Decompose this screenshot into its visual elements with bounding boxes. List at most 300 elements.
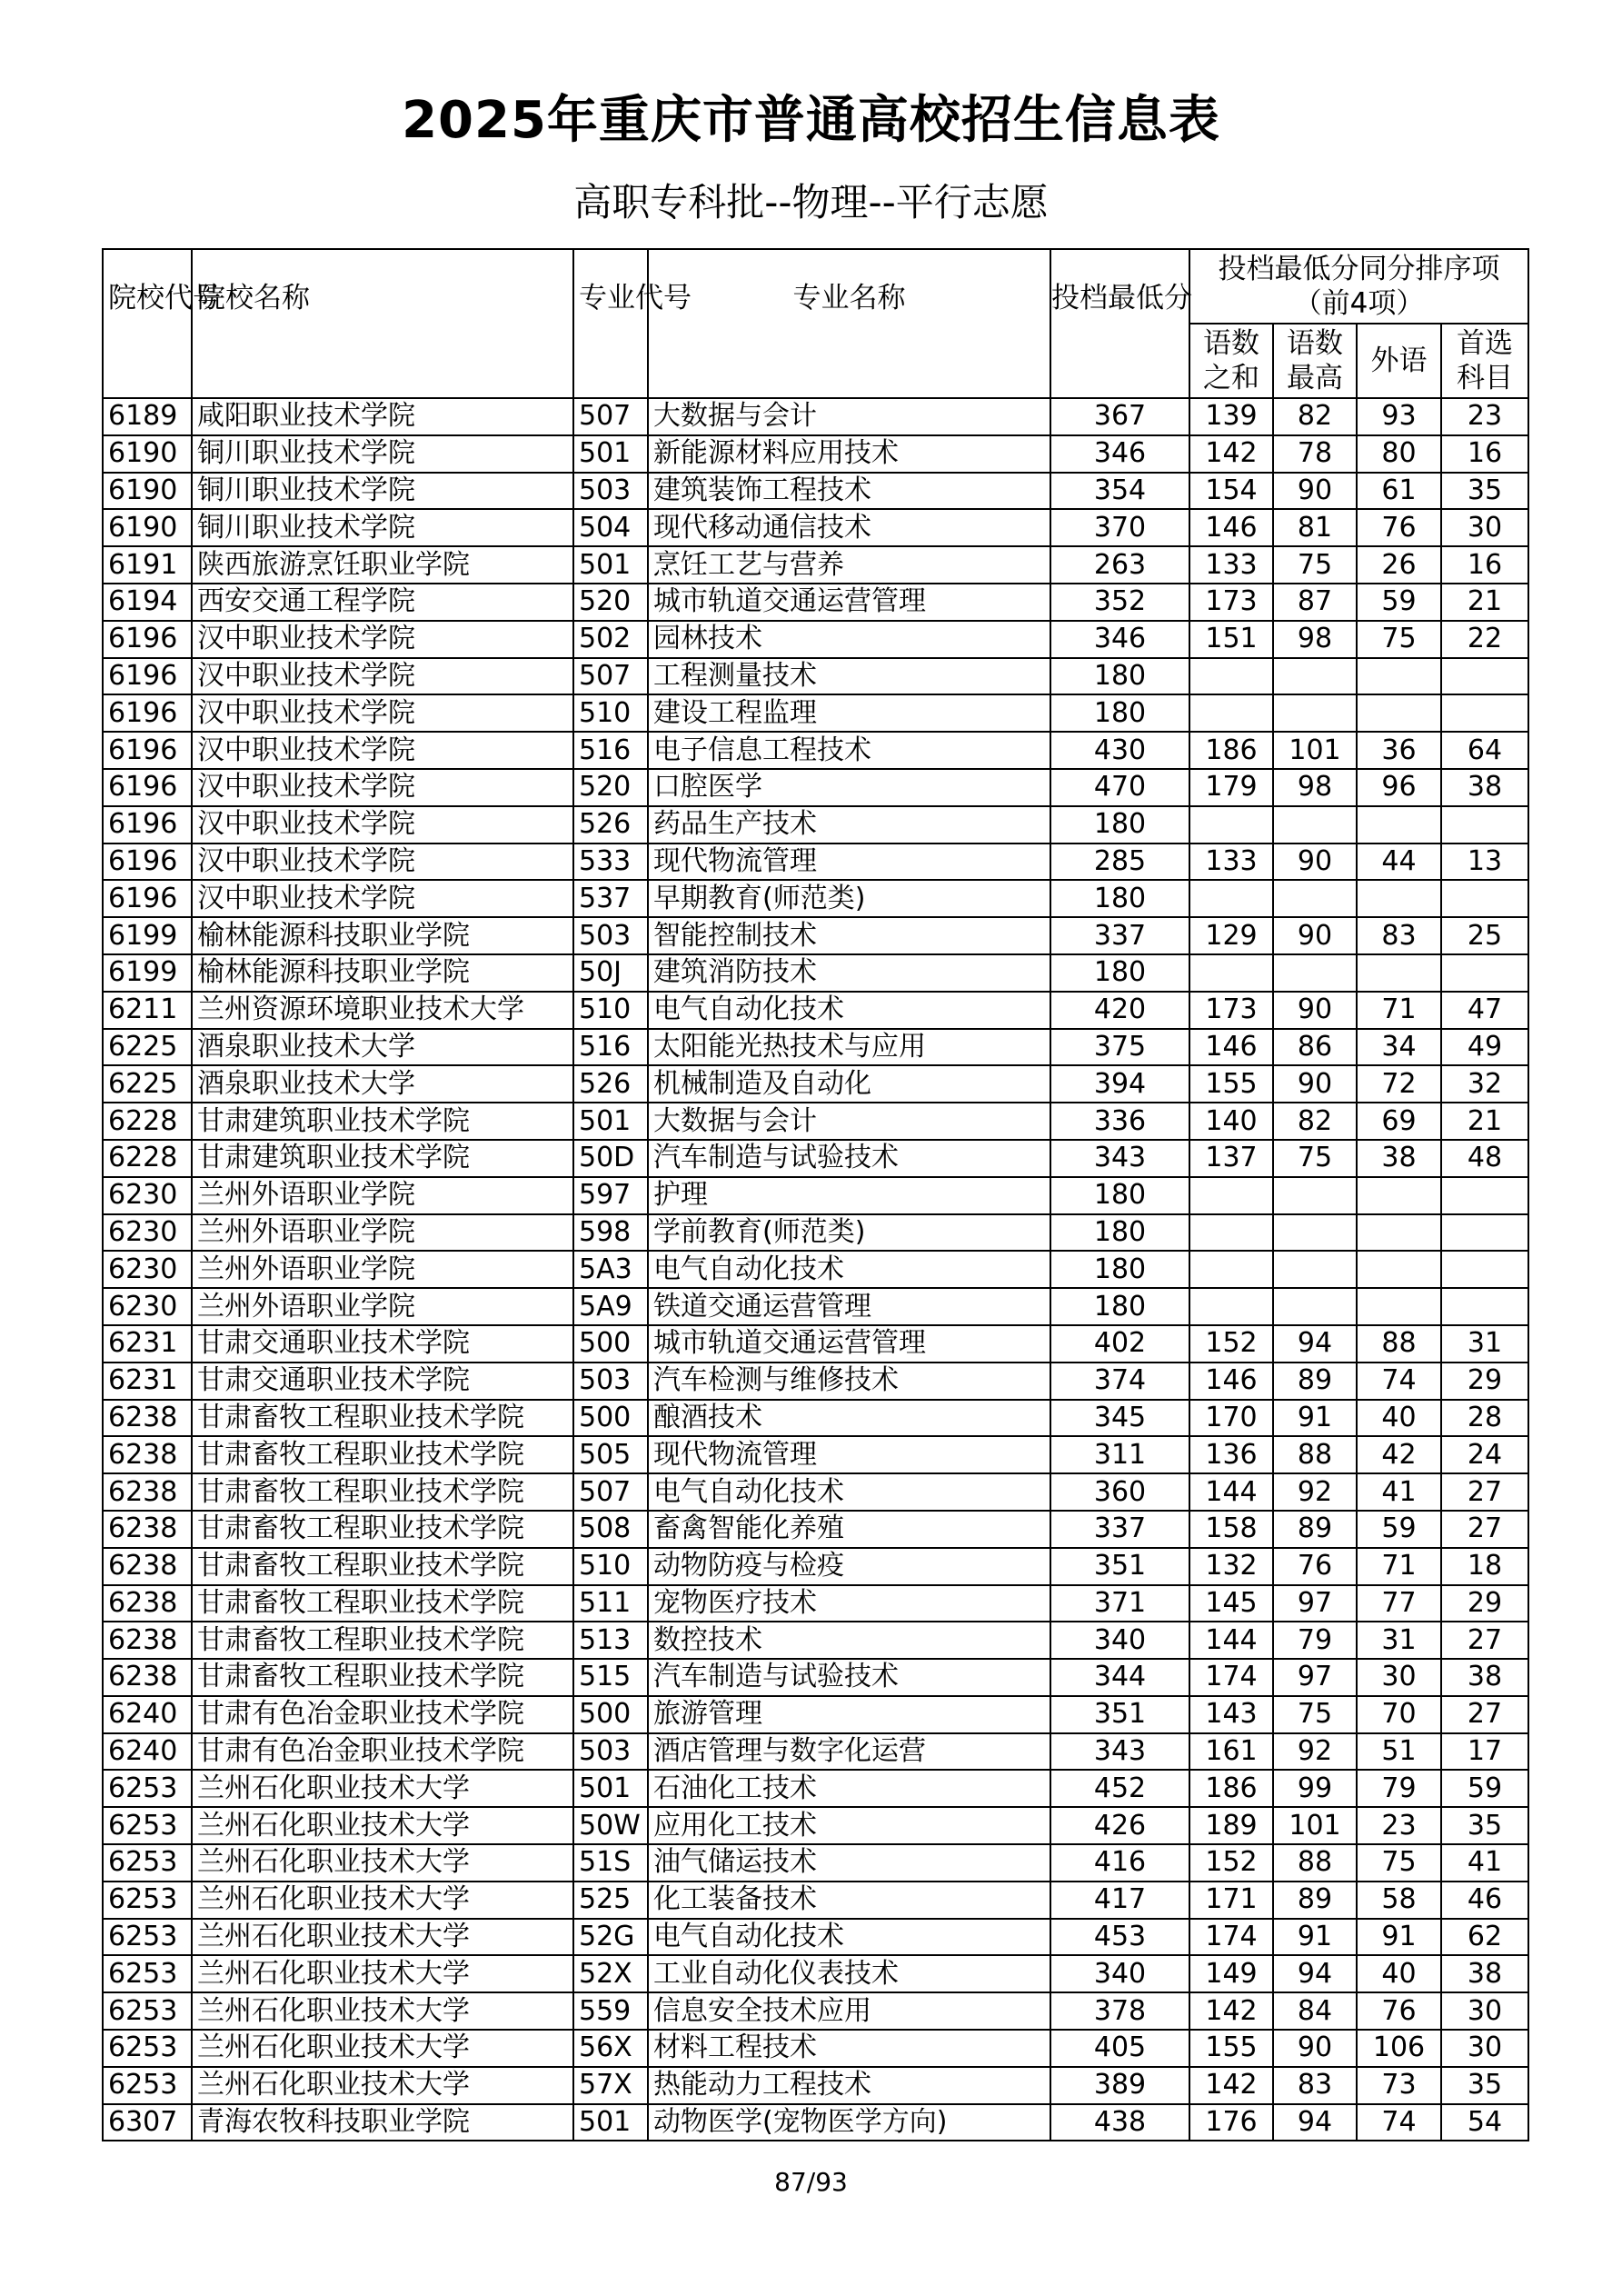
cell-tiebreak-3: 83	[1357, 917, 1441, 954]
header-school-name: 院校名称	[192, 249, 573, 398]
table-row	[103, 1140, 1528, 1177]
cell-major-name: 大数据与会计	[648, 1103, 1050, 1140]
cell-tiebreak-4: 16	[1441, 435, 1528, 473]
cell-tiebreak-2: 90	[1273, 917, 1357, 954]
table-body	[103, 398, 1528, 2141]
cell-school-name: 甘肃畜牧工程职业技术学院	[192, 1511, 573, 1548]
cell-min-score: 180	[1050, 1288, 1189, 1325]
cell-major-code: 501	[573, 435, 648, 473]
cell-school-code: 6194	[103, 584, 192, 621]
cell-tiebreak-1: 146	[1189, 1029, 1273, 1066]
cell-school-name: 甘肃有色冶金职业技术学院	[192, 1696, 573, 1733]
cell-tiebreak-2: 87	[1273, 584, 1357, 621]
cell-tiebreak-1: 146	[1189, 1363, 1273, 1400]
cell-major-code: 50D	[573, 1140, 648, 1177]
cell-school-code: 6228	[103, 1103, 192, 1140]
cell-tiebreak-1: 152	[1189, 1844, 1273, 1882]
cell-tiebreak-4: 30	[1441, 509, 1528, 546]
table-row	[103, 1363, 1528, 1400]
cell-school-code: 6238	[103, 1473, 192, 1511]
cell-school-code: 6196	[103, 658, 192, 695]
cell-tiebreak-2: 90	[1273, 844, 1357, 881]
table-row	[103, 584, 1528, 621]
cell-min-score: 371	[1050, 1585, 1189, 1622]
cell-major-name: 汽车制造与试验技术	[648, 1140, 1050, 1177]
cell-major-name: 信息安全技术应用	[648, 1992, 1050, 2030]
cell-tiebreak-2: 91	[1273, 1400, 1357, 1437]
cell-school-name: 甘肃建筑职业技术学院	[192, 1140, 573, 1177]
cell-tiebreak-1: 146	[1189, 509, 1273, 546]
cell-tiebreak-1	[1189, 1251, 1273, 1288]
table-row	[103, 1585, 1528, 1622]
cell-tiebreak-2	[1273, 880, 1357, 917]
cell-school-name: 甘肃建筑职业技术学院	[192, 1103, 573, 1140]
cell-tiebreak-4: 30	[1441, 1992, 1528, 2030]
cell-school-name: 汉中职业技术学院	[192, 694, 573, 732]
cell-tiebreak-3: 38	[1357, 1140, 1441, 1177]
cell-major-name: 动物防疫与检疫	[648, 1548, 1050, 1585]
cell-school-code: 6240	[103, 1696, 192, 1733]
cell-tiebreak-2	[1273, 1214, 1357, 1252]
cell-tiebreak-1: 149	[1189, 1955, 1273, 1992]
cell-tiebreak-4: 41	[1441, 1844, 1528, 1882]
cell-tiebreak-1: 142	[1189, 435, 1273, 473]
cell-major-code: 500	[573, 1325, 648, 1363]
cell-major-code: 510	[573, 694, 648, 732]
cell-tiebreak-1	[1189, 880, 1273, 917]
cell-tiebreak-1	[1189, 1214, 1273, 1252]
table-row	[103, 1065, 1528, 1103]
cell-school-name: 铜川职业技术学院	[192, 473, 573, 510]
cell-school-name: 汉中职业技术学院	[192, 880, 573, 917]
cell-tiebreak-2	[1273, 954, 1357, 992]
table-row	[103, 1992, 1528, 2030]
cell-major-code: 50W	[573, 1807, 648, 1844]
table-row	[103, 954, 1528, 992]
cell-school-code: 6189	[103, 398, 192, 435]
cell-min-score: 340	[1050, 1955, 1189, 1992]
cell-tiebreak-4: 27	[1441, 1511, 1528, 1548]
cell-tiebreak-3: 69	[1357, 1103, 1441, 1140]
cell-major-code: 520	[573, 584, 648, 621]
cell-min-score: 346	[1050, 435, 1189, 473]
cell-tiebreak-4: 24	[1441, 1436, 1528, 1473]
cell-major-code: 57X	[573, 2067, 648, 2104]
cell-tiebreak-1: 132	[1189, 1548, 1273, 1585]
header-min-score: 投档最低分	[1050, 249, 1189, 398]
cell-tiebreak-3	[1357, 1251, 1441, 1288]
cell-tiebreak-4: 38	[1441, 769, 1528, 806]
cell-major-code: 504	[573, 509, 648, 546]
cell-min-score: 453	[1050, 1919, 1189, 1956]
cell-major-name: 园林技术	[648, 621, 1050, 658]
cell-tiebreak-4: 48	[1441, 1140, 1528, 1177]
cell-min-score: 452	[1050, 1770, 1189, 1807]
cell-tiebreak-4	[1441, 1214, 1528, 1252]
cell-major-code: 503	[573, 1363, 648, 1400]
cell-min-score: 337	[1050, 917, 1189, 954]
header-major-code: 专业代号	[573, 249, 648, 398]
cell-school-code: 6230	[103, 1214, 192, 1252]
cell-tiebreak-4: 29	[1441, 1363, 1528, 1400]
cell-tiebreak-3: 34	[1357, 1029, 1441, 1066]
cell-tiebreak-1: 186	[1189, 732, 1273, 769]
cell-min-score: 405	[1050, 2030, 1189, 2067]
cell-tiebreak-3: 79	[1357, 1770, 1441, 1807]
cell-tiebreak-4	[1441, 1251, 1528, 1288]
table-row	[103, 1770, 1528, 1807]
cell-tiebreak-2: 92	[1273, 1733, 1357, 1771]
cell-tiebreak-4	[1441, 1288, 1528, 1325]
table-row	[103, 1548, 1528, 1585]
cell-min-score: 374	[1050, 1363, 1189, 1400]
table-row	[103, 1103, 1528, 1140]
cell-school-name: 甘肃交通职业技术学院	[192, 1325, 573, 1363]
cell-major-code: 597	[573, 1177, 648, 1214]
cell-school-name: 汉中职业技术学院	[192, 806, 573, 844]
cell-school-name: 青海农牧科技职业学院	[192, 2104, 573, 2141]
cell-tiebreak-4: 35	[1441, 1807, 1528, 1844]
cell-tiebreak-1: 142	[1189, 1992, 1273, 2030]
table-row	[103, 398, 1528, 435]
cell-min-score: 311	[1050, 1436, 1189, 1473]
table-row	[103, 1882, 1528, 1919]
cell-major-name: 护理	[648, 1177, 1050, 1214]
table-row	[103, 473, 1528, 510]
cell-tiebreak-1: 151	[1189, 621, 1273, 658]
cell-major-code: 507	[573, 398, 648, 435]
header-tiebreak-3: 外语	[1357, 324, 1441, 398]
table-row	[103, 769, 1528, 806]
cell-major-code: 513	[573, 1622, 648, 1659]
cell-tiebreak-4: 29	[1441, 1585, 1528, 1622]
cell-major-code: 501	[573, 1770, 648, 1807]
cell-school-code: 6190	[103, 473, 192, 510]
cell-tiebreak-2: 98	[1273, 621, 1357, 658]
cell-tiebreak-4: 62	[1441, 1919, 1528, 1956]
cell-tiebreak-3: 75	[1357, 621, 1441, 658]
cell-school-code: 6240	[103, 1733, 192, 1771]
cell-major-code: 502	[573, 621, 648, 658]
cell-school-code: 6238	[103, 1400, 192, 1437]
cell-tiebreak-4	[1441, 806, 1528, 844]
cell-school-code: 6225	[103, 1065, 192, 1103]
cell-tiebreak-3: 51	[1357, 1733, 1441, 1771]
cell-tiebreak-4	[1441, 880, 1528, 917]
cell-min-score: 345	[1050, 1400, 1189, 1437]
cell-school-name: 兰州资源环境职业技术大学	[192, 992, 573, 1029]
table-row	[103, 1955, 1528, 1992]
cell-tiebreak-4: 59	[1441, 1770, 1528, 1807]
cell-tiebreak-2: 78	[1273, 435, 1357, 473]
cell-min-score: 336	[1050, 1103, 1189, 1140]
cell-school-code: 6211	[103, 992, 192, 1029]
cell-tiebreak-2: 84	[1273, 1992, 1357, 2030]
cell-min-score: 337	[1050, 1511, 1189, 1548]
cell-major-name: 电气自动化技术	[648, 1473, 1050, 1511]
cell-school-name: 汉中职业技术学院	[192, 769, 573, 806]
cell-school-name: 甘肃畜牧工程职业技术学院	[192, 1436, 573, 1473]
cell-tiebreak-2: 98	[1273, 769, 1357, 806]
cell-school-name: 兰州外语职业学院	[192, 1288, 573, 1325]
table-row	[103, 1844, 1528, 1882]
header-tiebreak-group: 投档最低分同分排序项（前4项）	[1189, 249, 1528, 324]
cell-tiebreak-2: 90	[1273, 473, 1357, 510]
cell-major-code: 503	[573, 917, 648, 954]
cell-tiebreak-3: 76	[1357, 1992, 1441, 2030]
cell-major-code: 5A3	[573, 1251, 648, 1288]
cell-major-code: 520	[573, 769, 648, 806]
cell-school-name: 汉中职业技术学院	[192, 844, 573, 881]
cell-tiebreak-3: 96	[1357, 769, 1441, 806]
cell-tiebreak-4: 49	[1441, 1029, 1528, 1066]
cell-major-name: 电气自动化技术	[648, 1919, 1050, 1956]
cell-school-name: 甘肃有色冶金职业技术学院	[192, 1733, 573, 1771]
cell-major-name: 太阳能光热技术与应用	[648, 1029, 1050, 1066]
cell-tiebreak-1: 186	[1189, 1770, 1273, 1807]
cell-tiebreak-3: 42	[1357, 1436, 1441, 1473]
cell-school-code: 6196	[103, 844, 192, 881]
cell-tiebreak-1: 136	[1189, 1436, 1273, 1473]
cell-tiebreak-3: 31	[1357, 1622, 1441, 1659]
table-row	[103, 806, 1528, 844]
cell-min-score: 416	[1050, 1844, 1189, 1882]
cell-min-score: 180	[1050, 954, 1189, 992]
cell-school-code: 6190	[103, 435, 192, 473]
table-row	[103, 844, 1528, 881]
cell-tiebreak-1	[1189, 954, 1273, 992]
header-school-code: 院校代号	[103, 249, 192, 398]
cell-tiebreak-4: 32	[1441, 1065, 1528, 1103]
cell-tiebreak-4: 23	[1441, 398, 1528, 435]
cell-min-score: 426	[1050, 1807, 1189, 1844]
cell-major-code: 501	[573, 1103, 648, 1140]
cell-tiebreak-3: 75	[1357, 1844, 1441, 1882]
cell-major-name: 新能源材料应用技术	[648, 435, 1050, 473]
cell-tiebreak-1: 179	[1189, 769, 1273, 806]
cell-school-code: 6238	[103, 1548, 192, 1585]
cell-major-name: 石油化工技术	[648, 1770, 1050, 1807]
cell-school-code: 6230	[103, 1288, 192, 1325]
cell-tiebreak-3: 106	[1357, 2030, 1441, 2067]
cell-school-name: 甘肃畜牧工程职业技术学院	[192, 1548, 573, 1585]
cell-tiebreak-4: 18	[1441, 1548, 1528, 1585]
cell-tiebreak-3: 72	[1357, 1065, 1441, 1103]
table-row	[103, 2067, 1528, 2104]
cell-major-name: 汽车制造与试验技术	[648, 1659, 1050, 1696]
cell-tiebreak-3: 59	[1357, 584, 1441, 621]
cell-tiebreak-1: 133	[1189, 844, 1273, 881]
cell-major-name: 宠物医疗技术	[648, 1585, 1050, 1622]
table-row	[103, 1214, 1528, 1252]
cell-tiebreak-3: 23	[1357, 1807, 1441, 1844]
cell-school-name: 汉中职业技术学院	[192, 658, 573, 695]
cell-major-name: 城市轨道交通运营管理	[648, 584, 1050, 621]
cell-school-code: 6253	[103, 1807, 192, 1844]
cell-tiebreak-3: 70	[1357, 1696, 1441, 1733]
cell-school-name: 铜川职业技术学院	[192, 509, 573, 546]
cell-school-code: 6238	[103, 1511, 192, 1548]
cell-tiebreak-2: 89	[1273, 1511, 1357, 1548]
cell-tiebreak-3: 77	[1357, 1585, 1441, 1622]
cell-min-score: 180	[1050, 694, 1189, 732]
cell-tiebreak-1: 143	[1189, 1696, 1273, 1733]
cell-tiebreak-1: 144	[1189, 1622, 1273, 1659]
cell-school-code: 6253	[103, 2030, 192, 2067]
cell-tiebreak-1: 158	[1189, 1511, 1273, 1548]
cell-tiebreak-2: 88	[1273, 1436, 1357, 1473]
cell-tiebreak-1	[1189, 1288, 1273, 1325]
cell-school-name: 兰州外语职业学院	[192, 1251, 573, 1288]
cell-major-name: 汽车检测与维修技术	[648, 1363, 1050, 1400]
cell-tiebreak-2: 89	[1273, 1882, 1357, 1919]
cell-min-score: 417	[1050, 1882, 1189, 1919]
cell-min-score: 375	[1050, 1029, 1189, 1066]
cell-tiebreak-1: 144	[1189, 1473, 1273, 1511]
cell-tiebreak-1: 176	[1189, 2104, 1273, 2141]
cell-school-code: 6231	[103, 1325, 192, 1363]
cell-school-code: 6231	[103, 1363, 192, 1400]
cell-tiebreak-2: 75	[1273, 1140, 1357, 1177]
header-tiebreak-2: 语数最高	[1273, 324, 1357, 398]
cell-major-code: 526	[573, 1065, 648, 1103]
cell-major-code: 52X	[573, 1955, 648, 1992]
table-row	[103, 1436, 1528, 1473]
cell-min-score: 180	[1050, 806, 1189, 844]
cell-tiebreak-4: 35	[1441, 2067, 1528, 2104]
cell-school-name: 酒泉职业技术大学	[192, 1065, 573, 1103]
cell-school-code: 6196	[103, 732, 192, 769]
cell-school-code: 6253	[103, 1992, 192, 2030]
cell-tiebreak-3: 26	[1357, 546, 1441, 584]
table-row	[103, 1659, 1528, 1696]
cell-tiebreak-1: 133	[1189, 546, 1273, 584]
cell-tiebreak-3: 61	[1357, 473, 1441, 510]
cell-major-name: 建设工程监理	[648, 694, 1050, 732]
cell-tiebreak-3	[1357, 694, 1441, 732]
cell-tiebreak-2: 76	[1273, 1548, 1357, 1585]
cell-tiebreak-3	[1357, 954, 1441, 992]
cell-min-score: 470	[1050, 769, 1189, 806]
cell-school-name: 甘肃交通职业技术学院	[192, 1363, 573, 1400]
cell-tiebreak-1	[1189, 806, 1273, 844]
table-row	[103, 694, 1528, 732]
cell-tiebreak-1: 152	[1189, 1325, 1273, 1363]
table-row	[103, 621, 1528, 658]
cell-school-name: 兰州石化职业技术大学	[192, 2030, 573, 2067]
cell-tiebreak-2: 101	[1273, 732, 1357, 769]
cell-major-name: 学前教育(师范类)	[648, 1214, 1050, 1252]
cell-tiebreak-4: 21	[1441, 1103, 1528, 1140]
cell-school-name: 汉中职业技术学院	[192, 621, 573, 658]
cell-major-code: 507	[573, 658, 648, 695]
cell-tiebreak-1	[1189, 658, 1273, 695]
cell-tiebreak-3: 88	[1357, 1325, 1441, 1363]
cell-tiebreak-3: 91	[1357, 1919, 1441, 1956]
cell-min-score: 285	[1050, 844, 1189, 881]
cell-tiebreak-1: 129	[1189, 917, 1273, 954]
cell-tiebreak-4: 21	[1441, 584, 1528, 621]
cell-tiebreak-4: 46	[1441, 1882, 1528, 1919]
table-row	[103, 1400, 1528, 1437]
cell-school-code: 6238	[103, 1436, 192, 1473]
cell-tiebreak-2	[1273, 806, 1357, 844]
table-row	[103, 1251, 1528, 1288]
table-row	[103, 546, 1528, 584]
cell-tiebreak-1: 174	[1189, 1919, 1273, 1956]
cell-school-code: 6238	[103, 1622, 192, 1659]
cell-tiebreak-4: 16	[1441, 546, 1528, 584]
cell-major-code: 501	[573, 546, 648, 584]
cell-major-name: 工业自动化仪表技术	[648, 1955, 1050, 1992]
cell-school-code: 6196	[103, 806, 192, 844]
cell-tiebreak-4: 38	[1441, 1659, 1528, 1696]
cell-tiebreak-2: 94	[1273, 1955, 1357, 1992]
cell-tiebreak-3	[1357, 1177, 1441, 1214]
cell-min-score: 180	[1050, 1214, 1189, 1252]
cell-major-name: 现代移动通信技术	[648, 509, 1050, 546]
cell-min-score: 180	[1050, 1177, 1189, 1214]
header-tiebreak-4: 首选科目	[1441, 324, 1528, 398]
table-row	[103, 658, 1528, 695]
cell-tiebreak-2: 79	[1273, 1622, 1357, 1659]
cell-min-score: 180	[1050, 880, 1189, 917]
cell-min-score: 378	[1050, 1992, 1189, 2030]
cell-school-name: 榆林能源科技职业学院	[192, 954, 573, 992]
cell-major-code: 516	[573, 732, 648, 769]
cell-tiebreak-2: 81	[1273, 509, 1357, 546]
table-row	[103, 917, 1528, 954]
table-row	[103, 880, 1528, 917]
cell-tiebreak-3: 71	[1357, 992, 1441, 1029]
cell-tiebreak-3: 73	[1357, 2067, 1441, 2104]
cell-tiebreak-4: 25	[1441, 917, 1528, 954]
cell-major-code: 507	[573, 1473, 648, 1511]
cell-min-score: 420	[1050, 992, 1189, 1029]
cell-tiebreak-2: 86	[1273, 1029, 1357, 1066]
table-row	[103, 2104, 1528, 2141]
cell-school-code: 6253	[103, 1844, 192, 1882]
page-number: 87/93	[774, 2167, 848, 2197]
cell-major-name: 热能动力工程技术	[648, 2067, 1050, 2104]
cell-min-score: 343	[1050, 1140, 1189, 1177]
cell-major-name: 材料工程技术	[648, 2030, 1050, 2067]
cell-major-code: 537	[573, 880, 648, 917]
cell-tiebreak-2: 97	[1273, 1585, 1357, 1622]
cell-school-name: 兰州石化职业技术大学	[192, 1844, 573, 1882]
cell-tiebreak-1: 139	[1189, 398, 1273, 435]
cell-major-name: 酒店管理与数字化运营	[648, 1733, 1050, 1771]
cell-school-code: 6230	[103, 1177, 192, 1214]
cell-tiebreak-2: 75	[1273, 546, 1357, 584]
cell-school-code: 6307	[103, 2104, 192, 2141]
cell-min-score: 367	[1050, 398, 1189, 435]
cell-tiebreak-3: 58	[1357, 1882, 1441, 1919]
cell-tiebreak-4: 54	[1441, 2104, 1528, 2141]
cell-school-code: 6253	[103, 1770, 192, 1807]
cell-tiebreak-2	[1273, 694, 1357, 732]
cell-tiebreak-1: 137	[1189, 1140, 1273, 1177]
cell-major-code: 516	[573, 1029, 648, 1066]
cell-min-score: 370	[1050, 509, 1189, 546]
cell-tiebreak-1: 155	[1189, 2030, 1273, 2067]
cell-tiebreak-2: 88	[1273, 1844, 1357, 1882]
cell-tiebreak-4	[1441, 954, 1528, 992]
cell-major-code: 510	[573, 992, 648, 1029]
cell-major-code: 52G	[573, 1919, 648, 1956]
admission-table	[102, 248, 1529, 2141]
cell-major-name: 铁道交通运营管理	[648, 1288, 1050, 1325]
